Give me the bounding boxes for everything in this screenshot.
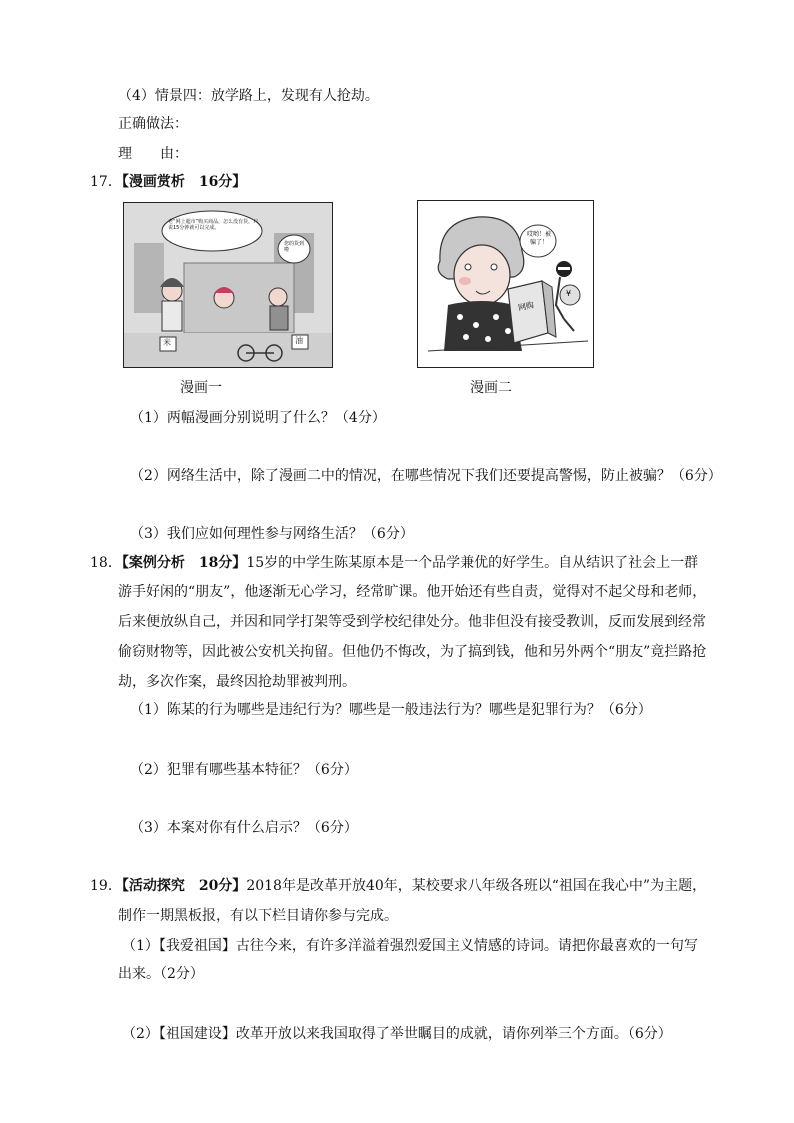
- q18-sub3: （3）本案对你有什么启示？（6分）: [130, 820, 358, 836]
- comic-1-box-rice: 米: [163, 338, 171, 347]
- comic-1-bubble-1: 老“网上超市”购买商品，怎么没有货，只说15分钟就可以完成。: [168, 219, 259, 231]
- q18-para-line-5: 劫，多次作案，最终因抢劫罪被判刑。: [118, 674, 356, 690]
- comic-2-image: [417, 200, 594, 368]
- q18-para-line-3: 后来便放纵自己，并因和同学打架等受到学校纪律处分。他非但没有接受教训，反而发展到经常: [118, 614, 706, 630]
- q16-scene4: （4）情景四：放学路上，发现有人抢劫。: [118, 88, 379, 104]
- comic-1-image: [123, 202, 333, 368]
- q18-sub2: （2）犯罪有哪些基本特征？（6分）: [130, 762, 358, 778]
- q19-para-line-1: 2018年是改革开放40年，某校要求八年级各班以“祖国在我心中”为主题，: [246, 878, 707, 894]
- comic-1-bubble-2: 您的货到啦: [284, 241, 305, 253]
- comic-2-bubble: 哎哟！被骗了！: [526, 231, 551, 246]
- q18-heading: [90, 553, 698, 573]
- q18-tag: 【案例分析 18分】: [121, 555, 247, 571]
- q19-number: 19．: [90, 878, 122, 894]
- q19-sub1-line-1: （1）【我爱祖国】古往今来，有许多洋溢着强烈爱国主义情感的诗词。请把你最喜欢的一句写: [122, 938, 698, 954]
- q19-sub1-line-2: 出来。（2分）: [118, 966, 204, 982]
- q18-para-line-4: 偷窃财物等，因此被公安机关拘留。但他仍不悔改，为了搞到钱，他和另外两个“朋友”竟拦路抢: [118, 644, 707, 660]
- q17-tag: 【漫画赏析 16分】: [121, 174, 247, 190]
- q19-tag: 【活动探究 20分】: [121, 878, 247, 894]
- q18-sub1: （1）陈某的行为哪些是违纪行为？哪些是一般违法行为？哪些是犯罪行为？（6分）: [130, 702, 652, 718]
- q17-sub3: （3）我们应如何理性参与网络生活？（6分）: [130, 526, 414, 542]
- q17-sub2: （2）网络生活中，除了漫画二中的情况，在哪些情况下我们还要提高警惕，防止被骗？（6分）: [130, 468, 722, 484]
- q19-para-line-2: 制作一期黑板报，有以下栏目请你参与完成。: [118, 908, 398, 924]
- q17-sub1: （1）两幅漫画分别说明了什么？（4分）: [130, 410, 386, 426]
- q17-number: 17．: [90, 174, 122, 190]
- q18-para-line-1: 15岁的中学生陈某原本是一个品学兼优的好学生。自从结识了社会上一群: [246, 555, 699, 571]
- comic-1-caption: 漫画一: [180, 380, 222, 396]
- comic-2-money-bag: ¥: [566, 289, 572, 298]
- q16-reason-label: 理 由：: [118, 146, 188, 162]
- comic-1-box-oil: 油: [295, 336, 303, 345]
- comic-2-caption: 漫画二: [470, 380, 512, 396]
- comic-2-box-label: 网购: [517, 300, 535, 313]
- q18-para-line-2: 游手好闲的“朋友”，他逐渐无心学习，经常旷课。他开始还有些自责，觉得对不起父母和老师，: [118, 584, 707, 600]
- q19-sub2: （2）【祖国建设】改革开放以来我国取得了举世瞩目的成就，请你列举三个方面。（6分）: [122, 1026, 672, 1042]
- q18-number: 18．: [90, 555, 122, 571]
- q16-correct-label: 正确做法：: [118, 116, 188, 132]
- q19-heading: [90, 876, 706, 896]
- q17-heading: [90, 172, 246, 192]
